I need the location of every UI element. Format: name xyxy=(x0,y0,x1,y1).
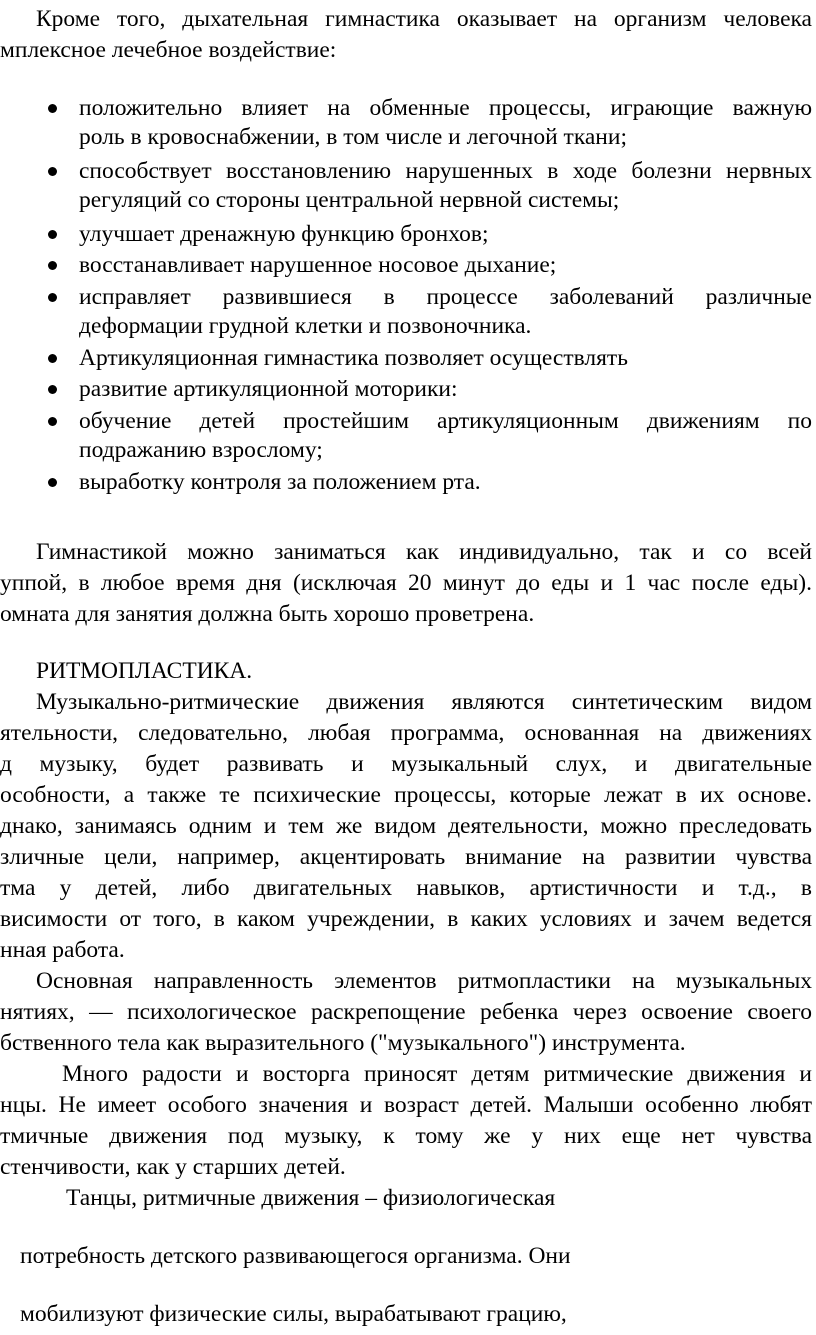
p2-line: Основная направленность элементов ритмопластики на музыкальных xyxy=(36,968,812,994)
p1-line: д музыку, будет развивать и музыкальный слух, и двигательные xyxy=(0,751,812,777)
gym-line-1: Гимнастикой можно заниматься как индивидуально, так и со всей xyxy=(36,539,812,565)
bullet-dot-icon xyxy=(48,104,57,113)
bullet-dot-icon xyxy=(48,167,57,176)
p2-line: бственного тела как выразительного ("музыкального") инструмента. xyxy=(0,1030,686,1056)
p1-line: висимости от того, в каком учреждении, в каких условиях и зачем ведется xyxy=(0,906,812,932)
bullet-text: обучение детей простейшим артикуляционным движениям по xyxy=(79,408,812,434)
p1-line: днако, занимаясь одним и тем же видом деятельности, можно преследовать xyxy=(0,813,812,839)
p1-line: Музыкально-ритмические движения являются синтетическим видом xyxy=(36,689,812,715)
bullet-text: положительно влияет на обменные процессы, играющие важную xyxy=(79,95,812,121)
tail-line: Танцы, ритмичные движения – физиологическая xyxy=(66,1185,556,1211)
p1-line: тма у детей, либо двигательных навыков, артистичности и т.д., в xyxy=(0,875,812,901)
bullet-text-cont: регуляций со стороны центральной нервной системы; xyxy=(79,187,620,213)
gym-line-2: уппой, в любое время дня (исключая 20 минут до еды и 1 час после еды). xyxy=(0,570,812,596)
bullet-dot-icon xyxy=(48,385,57,394)
bullet-dot-icon xyxy=(48,230,57,239)
bullet-text: выработку контроля за положением рта. xyxy=(79,469,481,495)
intro-line-1: Кроме того, дыхательная гимнастика оказывает на организм человека xyxy=(36,6,812,32)
bullet-text: улучшает дренажную функцию бронхов; xyxy=(79,221,489,247)
bullet-text: способствует восстановлению нарушенных в ходе болезни нервных xyxy=(79,158,812,184)
section-heading: РИТМОПЛАСТИКА. xyxy=(36,658,253,684)
p3-line: тмичные движения под музыку, к тому же у них еще нет чувства xyxy=(0,1123,812,1149)
bullet-dot-icon xyxy=(48,261,57,270)
bullet-dot-icon xyxy=(48,354,57,363)
p3-line: Много радости и восторга приносят детям ритмические движения и xyxy=(62,1061,812,1087)
bullet-dot-icon xyxy=(48,293,57,302)
intro-line-2: мплексное лечебное воздействие: xyxy=(0,37,337,63)
gym-line-3: омната для занятия должна быть хорошо проветрена. xyxy=(0,601,535,627)
p1-line: зличные цели, например, акцентировать внимание на развитии чувства xyxy=(0,844,812,870)
p1-line: нная работа. xyxy=(0,937,125,963)
p3-line: стенчивости, как у старших детей. xyxy=(0,1154,346,1180)
p3-line: нцы. Не имеет особого значения и возраст детей. Малыши особенно любят xyxy=(0,1092,812,1118)
p2-line: нятиях, — психологическое раскрепощение ребенка через освоение своего xyxy=(0,999,812,1025)
bullet-text-cont: роль в кровоснабжении, в том числе и легочной ткани; xyxy=(79,124,627,150)
bullet-text-cont: подражанию взрослому; xyxy=(79,437,323,463)
p1-line: особности, а также те психические процессы, которые лежат в их основе. xyxy=(0,782,812,808)
p1-line: ятельности, следовательно, любая программа, основанная на движениях xyxy=(0,720,812,746)
bullet-text: исправляет развившиеся в процессе заболеваний различные xyxy=(79,284,812,310)
tail-line: потребность детского развивающегося организма. Они xyxy=(20,1243,571,1269)
tail-line: мобилизуют физические силы, вырабатывают грацию, xyxy=(20,1301,567,1327)
bullet-text: развитие артикуляционной моторики: xyxy=(79,376,458,402)
bullet-text: Артикуляционная гимнастика позволяет осуществлять xyxy=(79,345,628,371)
bullet-text: восстанавливает нарушенное носовое дыхание; xyxy=(79,252,557,278)
bullet-text-cont: деформации грудной клетки и позвоночника. xyxy=(79,313,532,339)
bullet-dot-icon xyxy=(48,478,57,487)
bullet-dot-icon xyxy=(48,417,57,426)
